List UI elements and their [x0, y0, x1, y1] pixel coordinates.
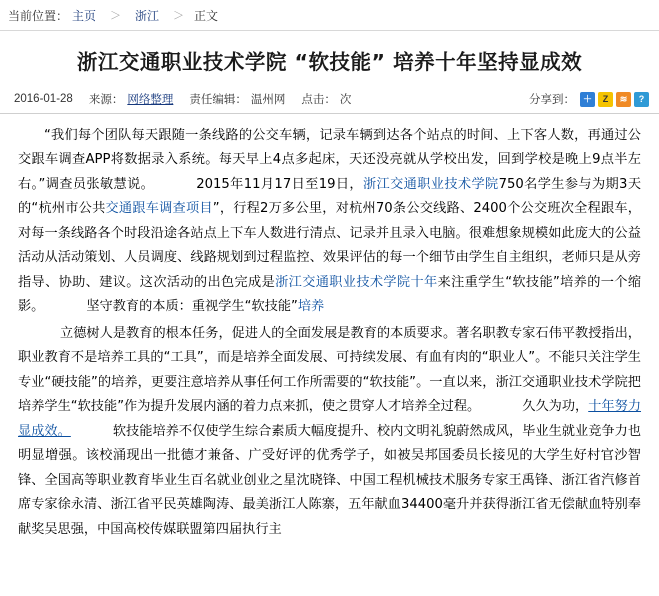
article-inline-link-underlined[interactable]: 十年努力显成效。: [18, 399, 642, 439]
source-label: 来源：: [88, 94, 124, 107]
publish-date: 2016-01-28: [14, 93, 73, 106]
share-label: 分享到：: [529, 94, 575, 107]
article-text-run: 2015年11月17日至19日，: [196, 176, 363, 192]
page-title: 浙江交通职业技术学院 “软技能” 培养十年坚持显成效: [76, 50, 583, 74]
breadcrumb-item-zhejiang[interactable]: 浙江: [135, 8, 160, 23]
share-plus-icon[interactable]: ＋: [580, 92, 595, 107]
hits-unit: 次: [339, 94, 352, 107]
article-paragraph: [18, 322, 641, 543]
page-title-wrap: [0, 31, 659, 90]
rss-icon[interactable]: ≋: [616, 92, 631, 107]
breadcrumb-item-home[interactable]: 主页: [72, 8, 97, 23]
article-text-run: 坚守教育的本质：重视学生“软技能”: [86, 299, 298, 315]
article-text-run: ”，行程2万多公里，对杭州70条公交线路、2400个公交班次全程跟车，对每一条线路各个时段沿途各站点上下车人数进行清点、记录并且录入电脑。很难想象规模如此庞大的公益活动从活动策划、人员调度、线路规划到过程监控、效果评估的每一个细节由学生自主组织，老师只是从旁指导、协助、建议。这次活动的出色完成是: [18, 201, 641, 290]
breadcrumb: [0, 0, 659, 31]
editor-name: 温州网: [250, 94, 286, 107]
article-text-run: 750名学生参与为期3天的“杭州市公共: [18, 176, 642, 217]
breadcrumb-separator-2: ＞: [173, 10, 185, 22]
qzone-icon[interactable]: Z: [598, 92, 613, 107]
more-share-icon[interactable]: ?: [634, 92, 649, 107]
article-inline-link[interactable]: 培养: [297, 299, 325, 315]
article-body: [0, 114, 659, 543]
article-paragraph: [18, 124, 641, 320]
hits-label: 点击：: [301, 94, 336, 107]
breadcrumb-separator-1: ＞: [110, 10, 122, 22]
source-link[interactable]: 网络整理: [127, 94, 174, 107]
article-text-run: 立德树人是教育的根本任务，促进人的全面发展是教育的本质要求。著名职教专家石伟平教授指出，职业教育不是培养工具的“工具”，而是培养全面发展、可持续发展、有血有肉的“职业人”。不能只关注学生专业“硬技能”的培养，更要注意培养从事任何工作所需要的“软技能”。一直以来，浙江交通职业技术学院把培养学生“软技能”作为提升发展内涵的着力点来抓，使之贯穿人才培养全过程。: [18, 325, 641, 415]
article-text-run: 久久为功，: [522, 399, 589, 415]
editor-label: 责任编辑：: [189, 94, 247, 107]
article-meta-bar: [0, 90, 659, 114]
breadcrumb-label: 当前位置：: [8, 8, 69, 23]
article-inline-link[interactable]: 交通跟车调查项目: [105, 201, 213, 217]
article-inline-link[interactable]: 浙江交通职业技术学院十年: [275, 274, 438, 290]
meta-left-group: [14, 91, 351, 107]
article-inline-link[interactable]: 浙江交通职业技术学院: [362, 176, 499, 192]
article-text-run: 来注重学生“软技能”培养的一个缩影。: [18, 274, 642, 315]
article-text-run: “我们每个团队每天跟随一条线路的公交车辆，记录车辆到达各个站点的时间、上下客人数，再通过公交跟车调查APP将数据录入系统。每天早上4点多起床，天还没亮就从学校出发，回到学校是晚上9点半左右。”调查员张敏慧说。: [18, 127, 641, 192]
share-group: [529, 91, 649, 107]
breadcrumb-item-current: 正文: [194, 8, 219, 23]
article-text-run: 软技能培养不仅使学生综合素质大幅度提升、校内文明礼貌蔚然成风，毕业生就业竞争力也明显增强。该校涌现出一批德才兼备、广受好评的优秀学子，如被吴邦国委员长接见的大学生好村官沙智锋、全国高等职业教育毕业生百名就业创业之星沈晓锋、中国工程机械技术服务专家王禹锋、浙江省汽修首席专家徐永清、浙江省平民英雄陶涛、最美浙江人陈寨，五年献血34400毫升并获得浙江省无偿献血特别奉献奖吴思强，中国高校传媒联盟第四届执行主: [18, 423, 642, 537]
